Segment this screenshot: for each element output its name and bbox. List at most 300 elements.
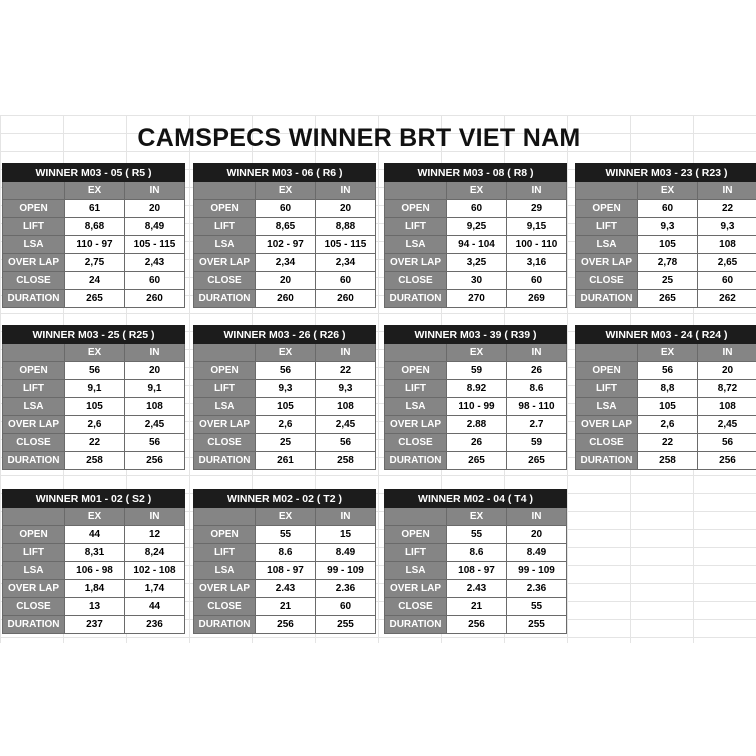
table-row <box>385 398 567 416</box>
in-value: 108 <box>698 236 756 254</box>
column-header-in: IN <box>316 344 376 362</box>
in-value: 236 <box>125 616 185 634</box>
in-value: 108 <box>698 398 756 416</box>
ex-value: 26 <box>447 434 507 452</box>
ex-value: 60 <box>256 200 316 218</box>
row-label: DURATION <box>3 452 65 470</box>
ex-value: 56 <box>256 362 316 380</box>
in-value: 22 <box>698 200 756 218</box>
in-value: 105 - 115 <box>316 236 376 254</box>
in-value: 102 - 108 <box>125 562 185 580</box>
ex-value: 237 <box>65 616 125 634</box>
table-row <box>194 616 376 634</box>
camspec-table <box>193 325 376 470</box>
row-label: LSA <box>3 562 65 580</box>
in-value: 60 <box>316 272 376 290</box>
ex-value: 265 <box>447 452 507 470</box>
row-label: LSA <box>576 236 638 254</box>
table-row <box>576 416 756 434</box>
in-value: 44 <box>125 598 185 616</box>
row-label: OVER LAP <box>385 416 447 434</box>
table-title: WINNER M03 - 23 ( R23 ) <box>576 164 756 182</box>
row-label: LIFT <box>194 218 256 236</box>
table-row <box>3 616 185 634</box>
table-row <box>576 254 756 272</box>
ex-value: 8,68 <box>65 218 125 236</box>
row-label: OVER LAP <box>3 254 65 272</box>
ex-value: 21 <box>256 598 316 616</box>
in-value: 9,3 <box>316 380 376 398</box>
in-value: 258 <box>316 452 376 470</box>
camspec-table <box>575 163 756 308</box>
column-header-blank <box>3 344 65 362</box>
in-value: 8,72 <box>698 380 756 398</box>
row-label: OPEN <box>385 200 447 218</box>
in-value: 3,16 <box>507 254 567 272</box>
ex-value: 8,8 <box>638 380 698 398</box>
table-row <box>194 254 376 272</box>
ex-value: 106 - 98 <box>65 562 125 580</box>
column-header-in: IN <box>125 182 185 200</box>
ex-value: 261 <box>256 452 316 470</box>
column-header-in: IN <box>698 344 756 362</box>
row-label: OVER LAP <box>194 580 256 598</box>
column-header-ex: EX <box>447 508 507 526</box>
ex-value: 265 <box>65 290 125 308</box>
in-value: 2.36 <box>316 580 376 598</box>
in-value: 2,43 <box>125 254 185 272</box>
camspec-table <box>193 489 376 634</box>
table-title: WINNER M03 - 08 ( R8 ) <box>385 164 567 182</box>
row-label: LSA <box>194 236 256 254</box>
row-label: DURATION <box>3 290 65 308</box>
ex-value: 8.6 <box>447 544 507 562</box>
camspec-table <box>193 163 376 308</box>
row-label: OVER LAP <box>3 416 65 434</box>
in-value: 20 <box>125 200 185 218</box>
row-label: CLOSE <box>194 598 256 616</box>
table-row <box>3 416 185 434</box>
column-header-row <box>576 344 756 362</box>
row-label: OPEN <box>576 362 638 380</box>
table-row <box>576 236 756 254</box>
in-value: 8,49 <box>125 218 185 236</box>
ex-value: 2.43 <box>447 580 507 598</box>
table-row <box>3 254 185 272</box>
in-value: 56 <box>698 434 756 452</box>
row-label: LIFT <box>3 544 65 562</box>
column-header-in: IN <box>507 182 567 200</box>
table-row <box>194 380 376 398</box>
ex-value: 1,84 <box>65 580 125 598</box>
in-value: 98 - 110 <box>507 398 567 416</box>
table-row <box>194 236 376 254</box>
ex-value: 9,25 <box>447 218 507 236</box>
table-row <box>576 200 756 218</box>
in-value: 26 <box>507 362 567 380</box>
in-value: 20 <box>507 526 567 544</box>
table-row <box>194 580 376 598</box>
table-header-row <box>3 164 185 182</box>
column-header-row <box>3 182 185 200</box>
ex-value: 9,3 <box>638 218 698 236</box>
row-label: DURATION <box>3 616 65 634</box>
ex-value: 2,6 <box>65 416 125 434</box>
row-label: DURATION <box>576 452 638 470</box>
row-label: OPEN <box>576 200 638 218</box>
table-row <box>3 526 185 544</box>
column-header-ex: EX <box>65 344 125 362</box>
ex-value: 56 <box>638 362 698 380</box>
ex-value: 59 <box>447 362 507 380</box>
ex-value: 25 <box>638 272 698 290</box>
ex-value: 3,25 <box>447 254 507 272</box>
table-row <box>194 434 376 452</box>
ex-value: 258 <box>638 452 698 470</box>
in-value: 256 <box>698 452 756 470</box>
row-label: CLOSE <box>576 272 638 290</box>
row-label: OPEN <box>3 362 65 380</box>
table-row <box>576 362 756 380</box>
ex-value: 105 <box>256 398 316 416</box>
table-row <box>3 218 185 236</box>
ex-value: 102 - 97 <box>256 236 316 254</box>
in-value: 260 <box>125 290 185 308</box>
in-value: 99 - 109 <box>316 562 376 580</box>
ex-value: 110 - 97 <box>65 236 125 254</box>
in-value: 20 <box>125 362 185 380</box>
table-row <box>194 398 376 416</box>
in-value: 8.49 <box>316 544 376 562</box>
in-value: 1,74 <box>125 580 185 598</box>
row-label: CLOSE <box>194 272 256 290</box>
column-header-blank <box>385 344 447 362</box>
table-row <box>385 434 567 452</box>
row-label: DURATION <box>194 290 256 308</box>
in-value: 8.49 <box>507 544 567 562</box>
row-label: DURATION <box>385 616 447 634</box>
in-value: 60 <box>316 598 376 616</box>
table-header-row <box>3 326 185 344</box>
row-label: CLOSE <box>576 434 638 452</box>
ex-value: 13 <box>65 598 125 616</box>
ex-value: 256 <box>256 616 316 634</box>
row-label: CLOSE <box>3 598 65 616</box>
table-row <box>3 236 185 254</box>
in-value: 265 <box>507 452 567 470</box>
in-value: 60 <box>125 272 185 290</box>
row-label: LIFT <box>576 380 638 398</box>
in-value: 2,45 <box>698 416 756 434</box>
camspec-table <box>384 325 567 470</box>
column-header-row <box>385 344 567 362</box>
column-header-in: IN <box>125 508 185 526</box>
camspec-table <box>384 489 567 634</box>
ex-value: 30 <box>447 272 507 290</box>
row-label: LSA <box>385 398 447 416</box>
table-row <box>385 200 567 218</box>
column-header-ex: EX <box>447 182 507 200</box>
ex-value: 8.6 <box>256 544 316 562</box>
table-header-row <box>576 164 756 182</box>
in-value: 9,1 <box>125 380 185 398</box>
ex-value: 60 <box>447 200 507 218</box>
ex-value: 2,75 <box>65 254 125 272</box>
row-label: LIFT <box>385 544 447 562</box>
camspec-table <box>384 163 567 308</box>
column-header-ex: EX <box>447 344 507 362</box>
column-header-blank <box>194 344 256 362</box>
ex-value: 258 <box>65 452 125 470</box>
ex-value: 56 <box>65 362 125 380</box>
row-label: OVER LAP <box>194 254 256 272</box>
in-value: 108 <box>316 398 376 416</box>
column-header-row <box>194 182 376 200</box>
table-title: WINNER M03 - 06 ( R6 ) <box>194 164 376 182</box>
column-header-ex: EX <box>256 508 316 526</box>
table-row <box>385 218 567 236</box>
row-label: OPEN <box>385 362 447 380</box>
column-header-ex: EX <box>256 344 316 362</box>
table-row <box>576 272 756 290</box>
row-label: OVER LAP <box>385 254 447 272</box>
table-row <box>3 598 185 616</box>
ex-value: 2,6 <box>638 416 698 434</box>
in-value: 100 - 110 <box>507 236 567 254</box>
table-row <box>3 380 185 398</box>
row-label: LSA <box>576 398 638 416</box>
row-label: OPEN <box>194 200 256 218</box>
column-header-blank <box>3 182 65 200</box>
row-label: LIFT <box>576 218 638 236</box>
row-label: LSA <box>385 562 447 580</box>
row-label: CLOSE <box>3 434 65 452</box>
in-value: 108 <box>125 398 185 416</box>
in-value: 60 <box>507 272 567 290</box>
table-row <box>194 272 376 290</box>
table-row <box>194 526 376 544</box>
in-value: 105 - 115 <box>125 236 185 254</box>
row-label: OPEN <box>194 362 256 380</box>
row-label: OPEN <box>194 526 256 544</box>
ex-value: 8,65 <box>256 218 316 236</box>
table-row <box>194 544 376 562</box>
ex-value: 2,34 <box>256 254 316 272</box>
column-header-ex: EX <box>65 182 125 200</box>
camspec-table <box>2 325 185 470</box>
camspec-table <box>575 325 756 470</box>
column-header-in: IN <box>507 344 567 362</box>
table-row <box>385 416 567 434</box>
camspec-table <box>2 163 185 308</box>
in-value: 56 <box>125 434 185 452</box>
table-title: WINNER M01 - 02 ( S2 ) <box>3 490 185 508</box>
in-value: 22 <box>316 362 376 380</box>
table-header-row <box>194 326 376 344</box>
ex-value: 9,3 <box>256 380 316 398</box>
in-value: 2,45 <box>125 416 185 434</box>
row-label: CLOSE <box>385 434 447 452</box>
table-header-row <box>194 490 376 508</box>
column-header-blank <box>576 182 638 200</box>
row-label: DURATION <box>194 452 256 470</box>
in-value: 9,3 <box>698 218 756 236</box>
table-title: WINNER M03 - 25 ( R25 ) <box>3 326 185 344</box>
table-row <box>385 272 567 290</box>
in-value: 269 <box>507 290 567 308</box>
row-label: LIFT <box>385 380 447 398</box>
table-row <box>194 562 376 580</box>
row-label: OPEN <box>385 526 447 544</box>
table-row <box>3 434 185 452</box>
row-label: LIFT <box>194 544 256 562</box>
in-value: 12 <box>125 526 185 544</box>
table-row <box>576 398 756 416</box>
camspec-table <box>2 489 185 634</box>
in-value: 2,45 <box>316 416 376 434</box>
row-label: OVER LAP <box>385 580 447 598</box>
row-label: LSA <box>194 398 256 416</box>
ex-value: 9,1 <box>65 380 125 398</box>
ex-value: 2,6 <box>256 416 316 434</box>
table-row <box>3 562 185 580</box>
table-row <box>385 544 567 562</box>
in-value: 255 <box>316 616 376 634</box>
table-row <box>385 562 567 580</box>
table-row <box>385 526 567 544</box>
row-label: DURATION <box>385 452 447 470</box>
table-row <box>385 380 567 398</box>
row-label: DURATION <box>576 290 638 308</box>
ex-value: 265 <box>638 290 698 308</box>
ex-value: 2.88 <box>447 416 507 434</box>
ex-value: 105 <box>638 236 698 254</box>
row-label: DURATION <box>194 616 256 634</box>
table-row <box>3 290 185 308</box>
table-row <box>3 452 185 470</box>
in-value: 9,15 <box>507 218 567 236</box>
row-label: CLOSE <box>194 434 256 452</box>
ex-value: 2.43 <box>256 580 316 598</box>
table-row <box>576 290 756 308</box>
table-row <box>385 236 567 254</box>
in-value: 2.7 <box>507 416 567 434</box>
in-value: 56 <box>316 434 376 452</box>
in-value: 15 <box>316 526 376 544</box>
row-label: LIFT <box>194 380 256 398</box>
table-header-row <box>194 164 376 182</box>
ex-value: 55 <box>447 526 507 544</box>
row-label: OVER LAP <box>576 254 638 272</box>
table-row <box>576 452 756 470</box>
ex-value: 44 <box>65 526 125 544</box>
row-label: LSA <box>194 562 256 580</box>
table-row <box>385 580 567 598</box>
table-row <box>385 616 567 634</box>
table-row <box>3 362 185 380</box>
column-header-row <box>3 344 185 362</box>
column-header-blank <box>194 182 256 200</box>
table-title: WINNER M02 - 02 ( T2 ) <box>194 490 376 508</box>
ex-value: 110 - 99 <box>447 398 507 416</box>
table-header-row <box>576 326 756 344</box>
column-header-in: IN <box>316 508 376 526</box>
ex-value: 105 <box>638 398 698 416</box>
page-title: CAMSPECS WINNER BRT VIET NAM <box>137 124 581 152</box>
column-header-blank <box>3 508 65 526</box>
in-value: 255 <box>507 616 567 634</box>
table-row <box>194 200 376 218</box>
table-title: WINNER M03 - 24 ( R24 ) <box>576 326 756 344</box>
table-title: WINNER M03 - 05 ( R5 ) <box>3 164 185 182</box>
column-header-blank <box>385 182 447 200</box>
table-row <box>194 416 376 434</box>
in-value: 55 <box>507 598 567 616</box>
row-label: CLOSE <box>3 272 65 290</box>
ex-value: 8,31 <box>65 544 125 562</box>
in-value: 60 <box>698 272 756 290</box>
column-header-ex: EX <box>256 182 316 200</box>
ex-value: 94 - 104 <box>447 236 507 254</box>
table-row <box>385 290 567 308</box>
column-header-in: IN <box>125 344 185 362</box>
in-value: 99 - 109 <box>507 562 567 580</box>
ex-value: 8.92 <box>447 380 507 398</box>
ex-value: 270 <box>447 290 507 308</box>
table-header-row <box>385 326 567 344</box>
row-label: OPEN <box>3 200 65 218</box>
ex-value: 21 <box>447 598 507 616</box>
table-row <box>194 452 376 470</box>
row-label: OPEN <box>3 526 65 544</box>
table-row <box>194 362 376 380</box>
table-title: WINNER M03 - 39 ( R39 ) <box>385 326 567 344</box>
table-header-row <box>3 490 185 508</box>
row-label: LIFT <box>385 218 447 236</box>
ex-value: 24 <box>65 272 125 290</box>
column-header-row <box>194 344 376 362</box>
table-row <box>3 398 185 416</box>
row-label: CLOSE <box>385 272 447 290</box>
table-row <box>3 544 185 562</box>
ex-value: 108 - 97 <box>447 562 507 580</box>
in-value: 8,88 <box>316 218 376 236</box>
ex-value: 61 <box>65 200 125 218</box>
ex-value: 108 - 97 <box>256 562 316 580</box>
in-value: 262 <box>698 290 756 308</box>
row-label: LIFT <box>3 218 65 236</box>
column-header-in: IN <box>316 182 376 200</box>
column-header-row <box>576 182 756 200</box>
ex-value: 60 <box>638 200 698 218</box>
table-title: WINNER M03 - 26 ( R26 ) <box>194 326 376 344</box>
in-value: 2,34 <box>316 254 376 272</box>
in-value: 20 <box>698 362 756 380</box>
table-row <box>194 290 376 308</box>
in-value: 20 <box>316 200 376 218</box>
row-label: OVER LAP <box>194 416 256 434</box>
in-value: 260 <box>316 290 376 308</box>
ex-value: 2,78 <box>638 254 698 272</box>
column-header-row <box>385 508 567 526</box>
column-header-blank <box>385 508 447 526</box>
row-label: CLOSE <box>385 598 447 616</box>
row-label: LSA <box>3 236 65 254</box>
table-title: WINNER M02 - 04 ( T4 ) <box>385 490 567 508</box>
column-header-row <box>194 508 376 526</box>
table-row <box>3 580 185 598</box>
table-row <box>194 598 376 616</box>
